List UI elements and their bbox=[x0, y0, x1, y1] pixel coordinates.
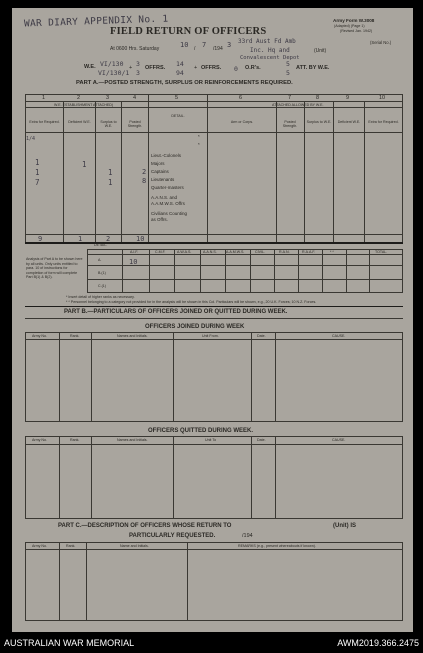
joined-col-cause: CAUSE. bbox=[332, 334, 346, 338]
we-label: W.E. bbox=[84, 64, 96, 70]
handwritten-we-line1: VI/130 bbox=[100, 60, 124, 68]
handwritten-col4-1: 8 bbox=[142, 177, 147, 185]
detail-as-offrs: as Offrs. bbox=[151, 217, 168, 222]
analysis-head-detail: DETAIL. bbox=[94, 242, 108, 247]
attached-allowed-heading: ATTACHED ALLOWED BY W.E. bbox=[272, 102, 324, 107]
footnote-1: * Insert detail of higher ranks as necessary. bbox=[66, 295, 135, 299]
col-num-4: 4 bbox=[133, 95, 137, 101]
quitted-col-rank: Rank. bbox=[70, 438, 80, 442]
analysis-row-c1: C.(1) bbox=[98, 284, 106, 288]
joined-col-rank: Rank. bbox=[70, 334, 80, 338]
part-c-unit: (Unit) IS bbox=[333, 523, 356, 529]
quitted-col-date: Date. bbox=[257, 438, 266, 442]
handwritten-total-2: 1 bbox=[78, 235, 83, 243]
handwritten-total-1: 9 bbox=[38, 235, 43, 243]
detail-aamws: A.A.M.W.S. Offrs bbox=[151, 201, 185, 206]
col-num-5: 5 bbox=[175, 95, 179, 101]
quitted-col-unit-to: Unit To bbox=[205, 438, 217, 442]
part-c-title: PART C.—DESCRIPTION OF OFFICERS WHOSE RETURN TO bbox=[58, 523, 232, 529]
quitted-col-names: Names and Initials. bbox=[117, 438, 148, 442]
part-c-col-army-no: Army No. bbox=[32, 544, 47, 548]
analysis-row-a: A. bbox=[98, 258, 102, 262]
col-head-extra: Extra for Required. bbox=[29, 120, 60, 124]
quitted-title: OFFICERS QUITTED DURING WEEK. bbox=[148, 428, 253, 434]
detail-majors: Majors bbox=[151, 161, 165, 166]
col-num-7: 7 bbox=[288, 95, 292, 101]
part-c-year: /194 bbox=[242, 533, 253, 539]
analysis-head-cmf: C.M.F. bbox=[155, 250, 166, 254]
handwritten-total-3: 2 bbox=[106, 235, 111, 243]
analysis-head-awas: A.W.A.S. bbox=[177, 250, 192, 254]
handwritten-col1-0: 1 bbox=[35, 158, 40, 167]
handwritten-col4-0: 2 bbox=[142, 168, 147, 176]
detail-qm: Quarter-masters bbox=[151, 185, 184, 190]
part-c-col-rank: Rank. bbox=[66, 544, 76, 548]
handwritten-first-row: 1/4 bbox=[26, 136, 36, 142]
col-num-1: 1 bbox=[42, 95, 46, 101]
archive-name: AUSTRALIAN WAR MEMORIAL bbox=[4, 638, 135, 648]
col-num-9: 9 bbox=[346, 95, 350, 101]
analysis-head-ran: R.A.N. bbox=[279, 250, 290, 254]
army-form-number: Army Form W.3008 bbox=[333, 18, 375, 23]
joined-col-unit-from: Unit From. bbox=[202, 334, 219, 338]
plus-sign-2: + bbox=[194, 65, 198, 71]
col-head-posted-2: Posted Strength. bbox=[282, 120, 298, 128]
col-num-3: 3 bbox=[106, 95, 110, 101]
offrs-label-2: OFFRS. bbox=[201, 65, 222, 71]
handwritten-offrs-b: 3 bbox=[136, 69, 140, 77]
handwritten-col1-1: 1 bbox=[35, 168, 40, 177]
adapted-label: (Adapted) (Page 1) bbox=[334, 24, 365, 28]
col-head-extra-2: Extra for Required. bbox=[368, 120, 399, 124]
offrs-label: OFFRS. bbox=[145, 65, 166, 71]
part-c-line2: PARTICULARLY REQUESTED. bbox=[129, 533, 216, 539]
part-a-title: PART A.—POSTED STRENGTH, SURPLUS OR REINFORCEMENTS REQUIRED. bbox=[76, 80, 293, 86]
handwritten-col3-0: 1 bbox=[108, 168, 113, 177]
handwritten-ors-a: 14 bbox=[176, 60, 184, 68]
we-establishment-heading: W.E. ESTABLISHMENT ATTACHED) bbox=[54, 102, 114, 107]
part-c-col-names: Name and Initials. bbox=[120, 544, 149, 548]
analysis-head-aamws: A.A.M.W.S. bbox=[226, 250, 245, 254]
col-num-2: 2 bbox=[77, 95, 81, 101]
detail-lieutenants: Lieutenants bbox=[151, 177, 175, 182]
handwritten-unit-line3: Convalescent Depot bbox=[240, 55, 300, 61]
analysis-head-raaf: R.A.A.F. bbox=[302, 250, 316, 254]
handwritten-we-line2: VI/130/1 bbox=[98, 69, 130, 77]
part-b-title: PART B.—PARTICULARS OF OFFICERS JOINED OR QUITTED DURING WEEK. bbox=[64, 309, 288, 315]
revised-label: (Revised Jan. 1942) bbox=[340, 29, 373, 33]
col-head-deficient: Deficient W.E. bbox=[68, 120, 91, 124]
col-num-8: 8 bbox=[316, 95, 320, 101]
quitted-col-army-no: Army No. bbox=[32, 438, 47, 442]
col-num-10: 10 bbox=[379, 95, 386, 101]
year-prefix: /194 bbox=[213, 46, 223, 52]
col-head-detail: DETAIL. bbox=[171, 114, 185, 118]
col-head-surplus-2: Surplus to W.E. bbox=[306, 120, 332, 124]
analysis-note: Analysis of Part A to be shown here by all units. Only units entitled to para. 10 of instructions for completion of form will complete Part B(1) & B(2). bbox=[26, 257, 83, 280]
handwritten-month: 7 bbox=[202, 41, 207, 49]
plus-sign: + bbox=[129, 65, 133, 71]
analysis-head-other: * * bbox=[330, 250, 334, 254]
form-page: WAR DIARY APPENDIX No. 1 Army Form W.3008 (Adapted) (Page 1) (Revised Jan. 1942) (Serial No.) FIELD RETURN OF OFFICERS At 0600 Hrs. Saturday 10 / 7 /194 3 33rd Aust Fd Amb Inc. Hq and Convalescent Depot (Unit) W.E. VI/130 VI/130/1 3 3 + OFFRS. 14 94 + OFFRS. 0 O.R's. 5 5 ATT. BY W.E. PART A.—POSTED STRENGTH, SURPLUS OR REINFORCEMENTS REQUIRED. 1 2 3 4 5 6 7 8 9 10 W.E. ESTABLISHMENT ATTACHED) ATTACHED ALLOWED BY W.E. Extra for Required. Deficient W.E. Surplus to W.E. Posted Strength. DETAIL. Arm or Corps. Posted Strength. Surplus to W.E. Deficient W.E. Extra for Required. Lieut.-Colonels Majors Captains Lieutenants Quarter-masters A.A.N.S. and A.A.M.W.S. Offrs Civilians Counting as Offrs. * * 1/4 1 1 7 1 1 1 2 8 9 1 2 10 DETAIL. A.I.F. C.M.F. A.W.A.S. A.A.N.S. A.A.M.W.S. CIVIL. R.A.N. R.A.A.F. * * TOTAL. A. B.(1) C.(1) 10 Analysis of Part A to be shown here by all units. Only units entitled to para. 10 of instructions for completion of form will complete Part B(1) & B(2). * Insert detail of higher ranks as necessary. * * Personnel belonging to a category not provided for in the analysis will be shown in this Col. Particulars will be shown, e.g., 20 U.K. Forces; 10 N.Z. Forces. PART B.—PARTICULARS OF OFFICERS JOINED OR QUITTED DURING WEEK. OFFICERS JOINED DURING WEEK Army No. Rank. Names and Initials. Unit From. Date. CAUSE. OFFICERS QUITTED DURING WEEK. Army No. Rank. Names and Initials. Unit To Date. CAUSE. PART C.—DESCRIPTION OF OFFICERS WHOSE RETURN TO (Unit) IS PARTICULARLY REQUESTED. /194 Army No. Rank. Name and Initials. REMARKS (e.g., present whereabouts if known). bbox=[12, 8, 413, 632]
col-num-6: 6 bbox=[239, 95, 243, 101]
col-head-posted: Posted Strength. bbox=[127, 120, 143, 128]
handwritten-day: 10 bbox=[180, 41, 189, 49]
col-head-surplus: Surplus to W.E. bbox=[100, 120, 117, 128]
serial-no-label: (Serial No.) bbox=[370, 40, 392, 45]
unit-label: (Unit) bbox=[314, 48, 327, 54]
at-time-label: At 0600 Hrs. Saturday bbox=[110, 46, 160, 52]
archive-footer bbox=[0, 632, 423, 653]
quitted-col-cause: CAUSE. bbox=[332, 438, 346, 442]
detail-aans: A.A.N.S. and bbox=[151, 195, 178, 200]
handwritten-appendix-note: WAR DIARY APPENDIX No. 1 bbox=[23, 13, 169, 30]
analysis-head-aans: A.A.N.S. bbox=[203, 250, 217, 254]
footnote-2: * * Personnel belonging to a category not provided for in the analysis will be shown in this Col. Particulars will be shown, e.g., 20 U.K. Forces; 10 N.Z. Forces. bbox=[66, 300, 317, 304]
handwritten-total-4: 10 bbox=[136, 235, 145, 243]
detail-civilians: Civilians Counting bbox=[151, 211, 188, 216]
ors-label: O.R's. bbox=[245, 65, 261, 71]
handwritten-col2-0: 1 bbox=[82, 160, 87, 169]
part-c-col-remarks: REMARKS (e.g., present whereabouts if known). bbox=[238, 544, 316, 548]
analysis-head-total: TOTAL. bbox=[375, 250, 388, 254]
handwritten-col3-1: 1 bbox=[108, 178, 113, 187]
date-separator: / bbox=[194, 46, 196, 52]
handwritten-att-b: 5 bbox=[286, 69, 290, 77]
handwritten-ors-b: 94 bbox=[176, 69, 184, 77]
handwritten-unit: 33rd Aust Fd Amb bbox=[238, 38, 296, 45]
joined-col-date: Date. bbox=[257, 334, 266, 338]
att-by-we-label: ATT. BY W.E. bbox=[296, 65, 330, 71]
handwritten-col1-2: 7 bbox=[35, 178, 40, 187]
handwritten-att-a: 5 bbox=[286, 60, 290, 68]
handwritten-year: 3 bbox=[227, 41, 232, 49]
joined-col-army-no: Army No. bbox=[32, 334, 47, 338]
handwritten-aif: 10 bbox=[129, 258, 138, 266]
col-head-arm: Arm or Corps. bbox=[230, 120, 254, 124]
joined-title: OFFICERS JOINED DURING WEEK bbox=[145, 324, 245, 330]
analysis-head-civil: CIVIL. bbox=[255, 250, 265, 254]
joined-col-names: Names and Initials. bbox=[117, 334, 148, 338]
analysis-row-b1: B.(1) bbox=[98, 271, 106, 275]
col-head-deficient-2: Deficient W.E. bbox=[337, 120, 361, 124]
handwritten-unit-line2: Inc. Hq and bbox=[250, 47, 290, 54]
detail-lt-col: Lieut.-Colonels bbox=[151, 153, 182, 158]
handwritten-offrs-a: 3 bbox=[136, 60, 140, 68]
form-title: FIELD RETURN OF OFFICERS bbox=[110, 26, 267, 37]
archive-reference: AWM2019.366.2475 bbox=[337, 638, 419, 648]
handwritten-ors-c: 0 bbox=[234, 65, 238, 73]
analysis-head-aif: A.I.F. bbox=[130, 250, 139, 254]
detail-captains: Captains bbox=[151, 169, 169, 174]
